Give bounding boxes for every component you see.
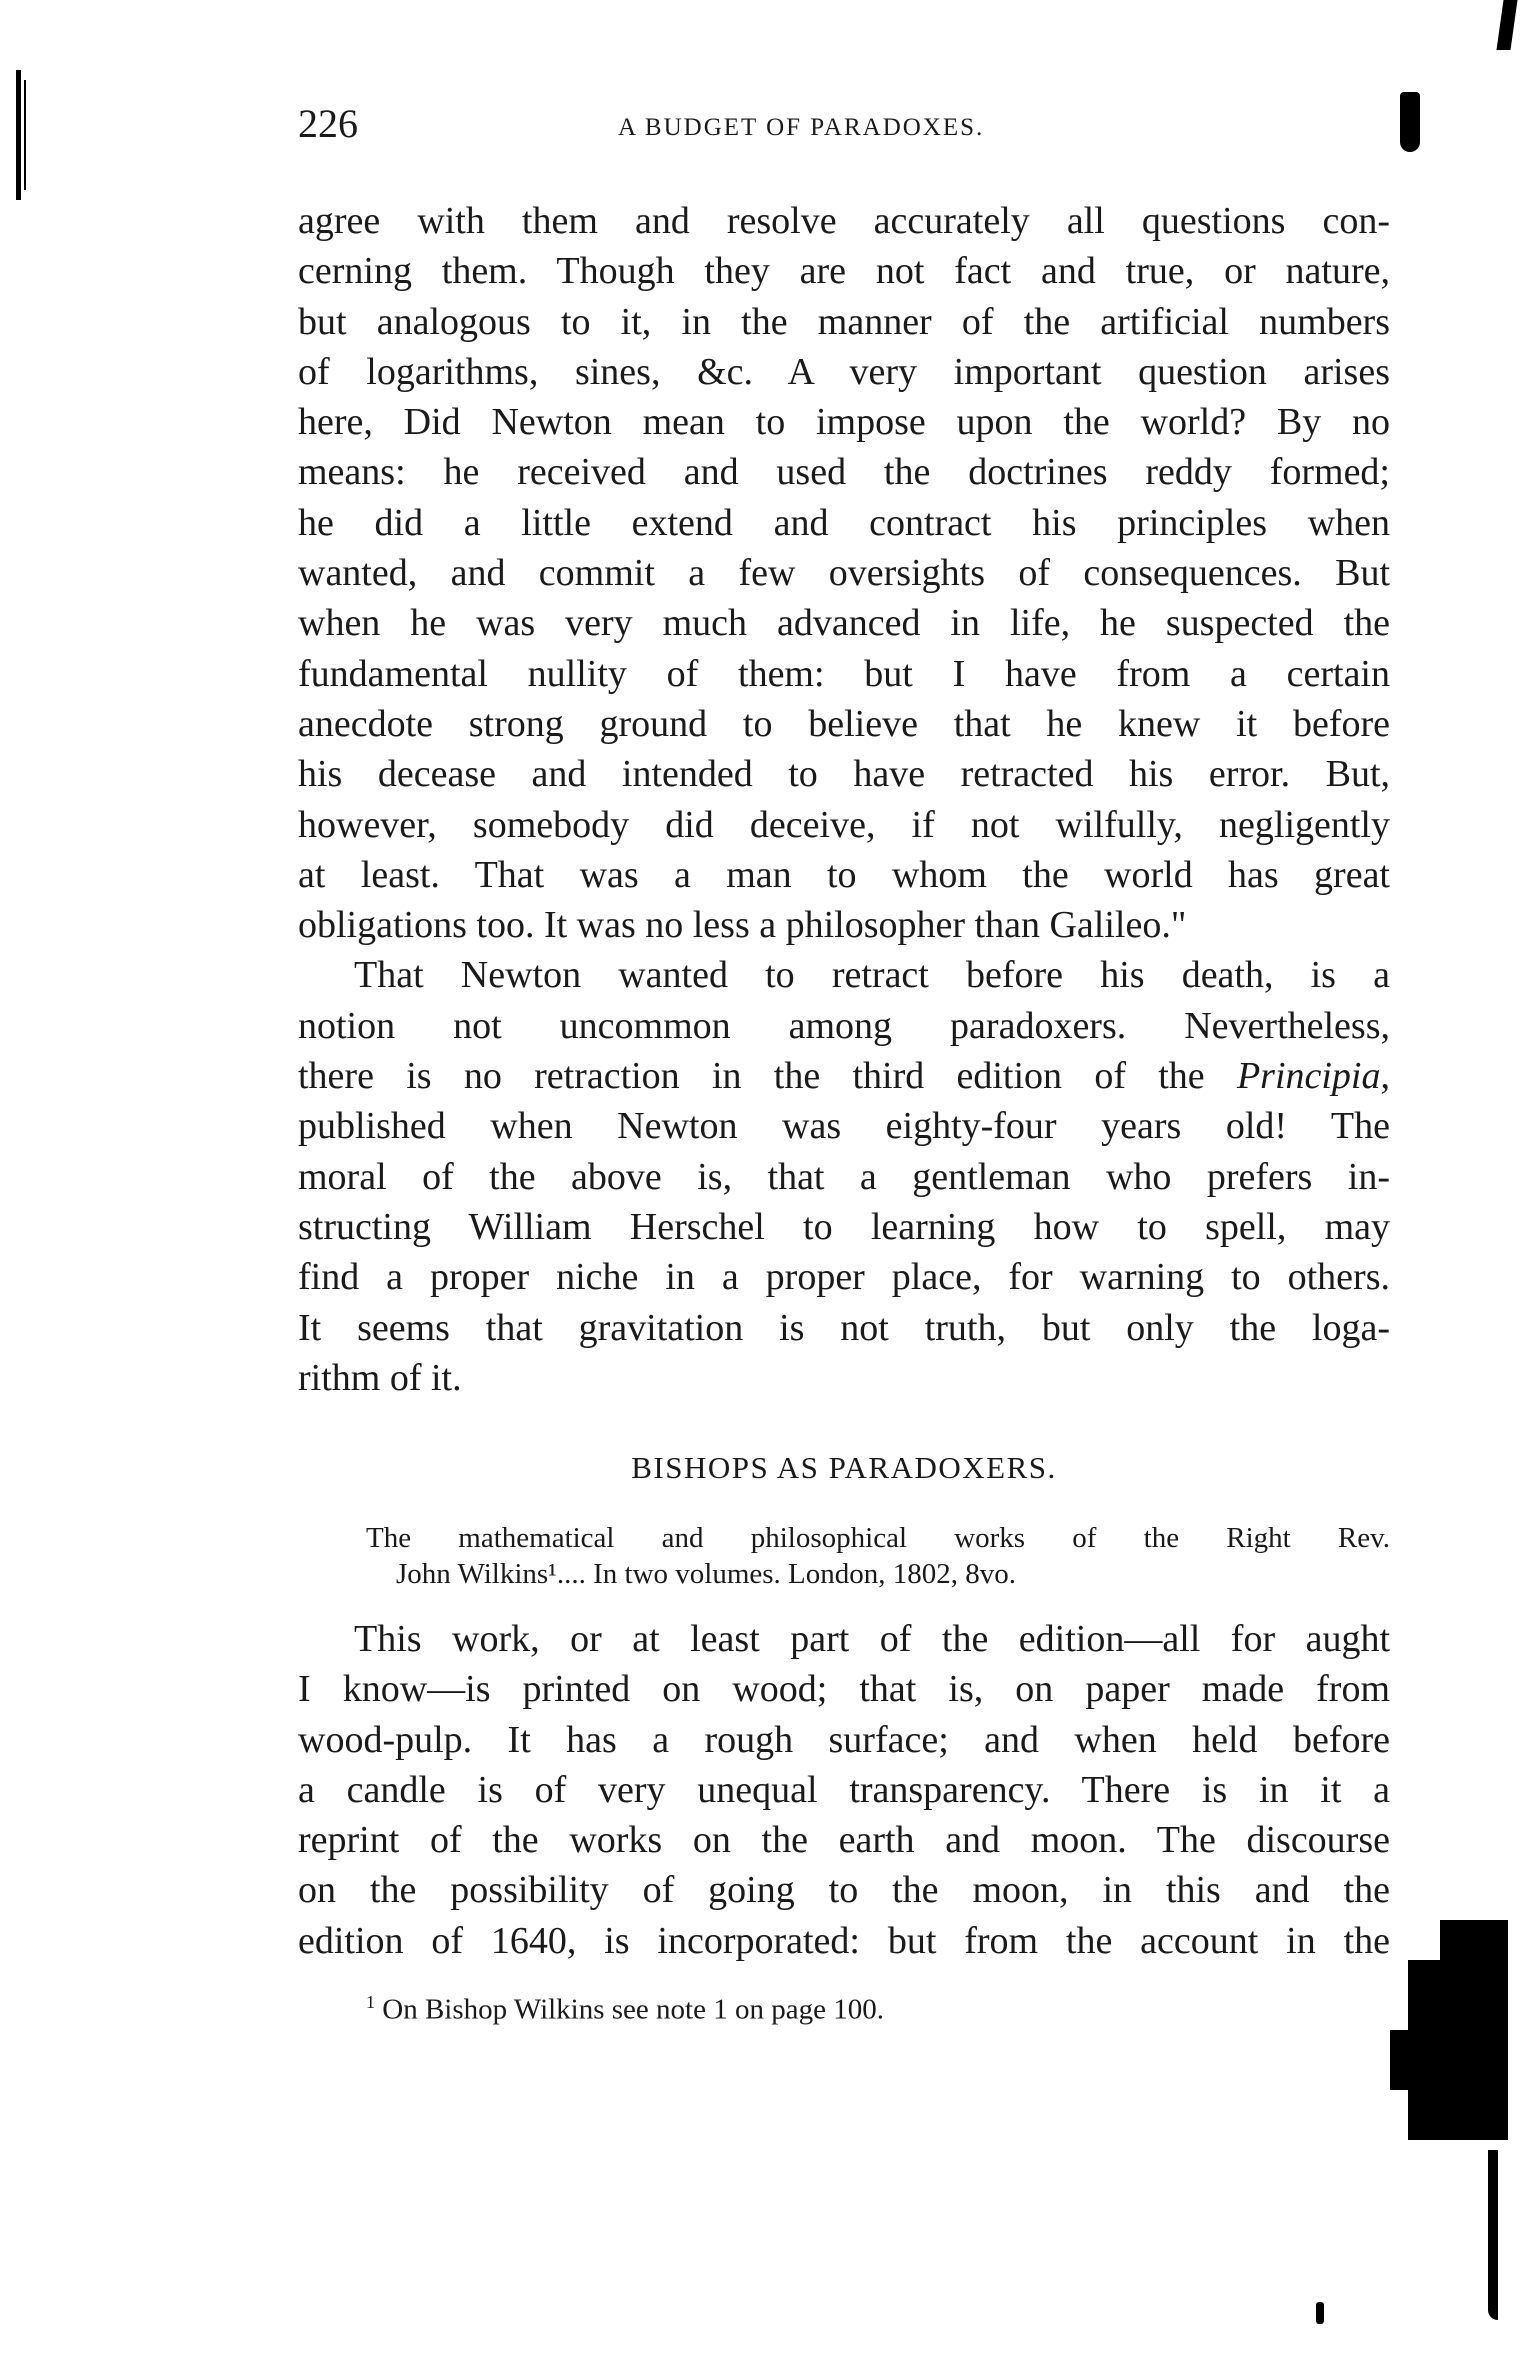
text-line: here, Did Newton mean to impose upon the world? By no xyxy=(298,401,1390,444)
text-line: moral of the above is, that a gentleman who prefers in- xyxy=(298,1155,1390,1198)
scan-artifact-left-bar-2 xyxy=(24,80,26,190)
text-line: wood-pulp. It has a rough surface; and when held before xyxy=(298,1718,1390,1761)
text-line: structing William Herschel to learning how to spell, may xyxy=(298,1205,1390,1248)
body-text-upper xyxy=(298,196,1390,1403)
text-line: when he was very much advanced in life, he suspected the xyxy=(298,602,1390,645)
section-heading: BISHOPS AS PARADOXERS. xyxy=(631,1450,1057,1485)
scan-artifact-bottom-dot xyxy=(1316,2302,1324,2324)
page-edge-bottom-right xyxy=(1488,2150,1498,2320)
text-line: agree with them and resolve accurately all questions con- xyxy=(298,200,1390,242)
footnote xyxy=(366,1992,884,2027)
text-line: means: he received and used the doctrines reddy formed; xyxy=(298,451,1390,494)
text-line: published when Newton was eighty-four years old! The xyxy=(298,1105,1390,1148)
text-line: edition of 1640, is incorporated: but from the account in the xyxy=(298,1919,1390,1962)
title-principia: Principia xyxy=(1236,1055,1381,1098)
text-line: a candle is of very unequal transparency. There is in it a xyxy=(298,1768,1390,1811)
scan-artifact-left-bar xyxy=(16,70,21,200)
text-line: wanted, and commit a few oversights of consequences. But xyxy=(298,552,1390,595)
footnote-text: On Bishop Wilkins see note 1 on page 100. xyxy=(382,1993,884,2026)
text-line: anecdote strong ground to believe that he knew it before xyxy=(298,702,1390,745)
citation xyxy=(366,1520,1390,1592)
text-line: find a proper niche in a proper place, for warning to others. xyxy=(298,1256,1390,1299)
scan-artifact-top-right-blot xyxy=(1400,92,1420,152)
text-line: I know—is printed on wood; that is, on paper made from xyxy=(298,1668,1390,1711)
text-line: his decease and intended to have retracted his error. But, xyxy=(298,753,1390,796)
text-line: but analogous to it, in the manner of the artificial numbers xyxy=(298,300,1390,343)
text-line: on the possibility of going to the moon, in this and the xyxy=(298,1869,1390,1912)
text-line: obligations too. It was no less a philosopher than Galileo." xyxy=(298,904,1187,947)
footnote-marker: 1 xyxy=(366,1992,375,2012)
page-edge-top-right xyxy=(1496,0,1517,50)
text-line: It seems that gravitation is not truth, but only the loga- xyxy=(298,1306,1390,1349)
citation-line-2: John Wilkins¹.... In two volumes. London, 1802, 8vo. xyxy=(396,1558,1017,1590)
text-line: of logarithms, sines, &c. A very important question arises xyxy=(298,350,1390,393)
page-number: 226 xyxy=(298,101,358,146)
text-line: cerning them. Though they are not fact and true, or nature, xyxy=(298,250,1390,293)
running-head: A BUDGET OF PARADOXES. xyxy=(618,114,985,141)
text-line: reprint of the works on the earth and moon. The discourse xyxy=(298,1819,1390,1862)
text-line: there is no retraction in the third edition of the Principia, xyxy=(298,1055,1390,1098)
text-line: he did a little extend and contract his principles when xyxy=(298,501,1390,544)
body-text-lower xyxy=(298,1614,1390,1966)
citation-line-1: The mathematical and philosophical works of the Right Rev. xyxy=(366,1522,1390,1554)
text-line: fundamental nullity of them: but I have from a certain xyxy=(298,652,1390,695)
text-line: however, somebody did deceive, if not wilfully, negligently xyxy=(298,803,1390,846)
text-line: That Newton wanted to retract before his death, is a xyxy=(354,954,1390,997)
scan-artifact-right-shadow-3 xyxy=(1440,1920,1508,1980)
text-line: rithm of it. xyxy=(298,1356,462,1399)
text-line: This work, or at least part of the edition—all for aught xyxy=(354,1618,1390,1660)
text-line: notion not uncommon among paradoxers. Nevertheless, xyxy=(298,1004,1390,1047)
scan-artifact-right-shadow-2 xyxy=(1390,2030,1430,2090)
page-header xyxy=(298,100,1390,160)
text-line: at least. That was a man to whom the world has great xyxy=(298,853,1390,896)
